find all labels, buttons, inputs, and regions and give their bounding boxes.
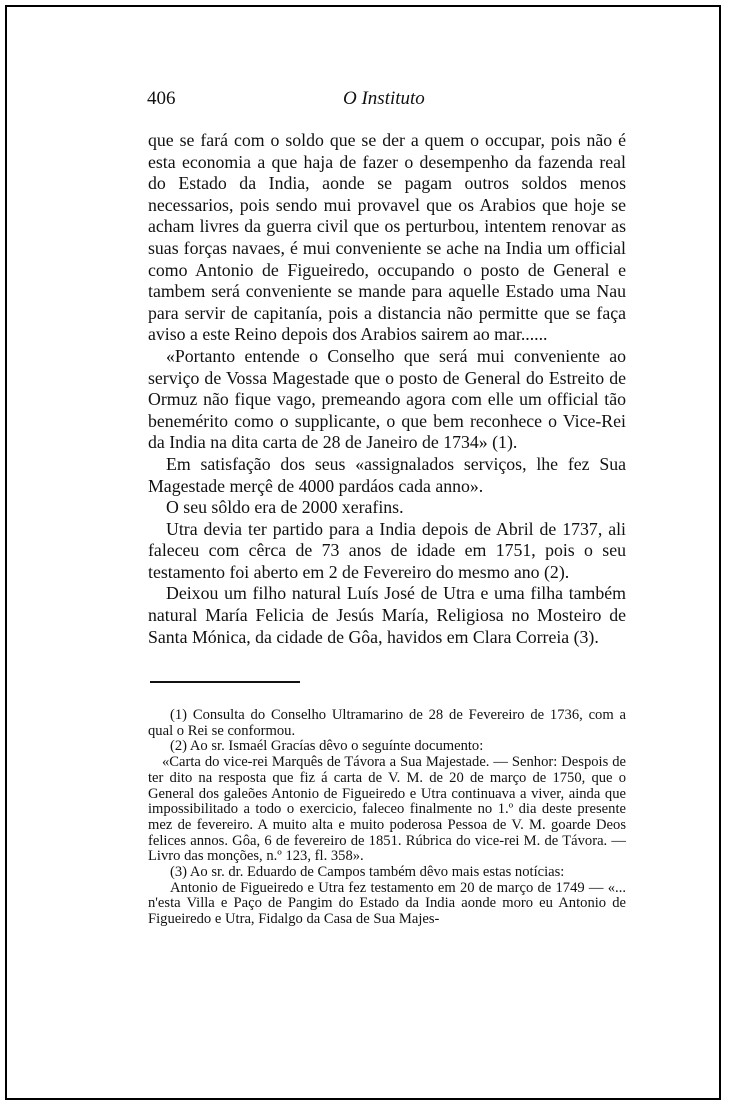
main-text <box>148 130 626 648</box>
footnote: (3) Ao sr. dr. Eduardo de Campos também dêvo mais estas notícias: <box>170 864 565 881</box>
paragraph: O seu sôldo era de 2000 xerafins. <box>166 497 404 518</box>
running-title: O Instituto <box>343 88 425 109</box>
page-number: 406 <box>147 88 176 109</box>
page-header <box>147 88 625 118</box>
paragraph: «Portanto entende o Conselho que será mui conveniente ao serviço de Vossa Magestade que o posto de General do Estreito de Ormuz não fique vago, premeando agora com elle um official tão benemérito como o supplicante, o que bem reconhece o Vice-Rei da India na dita carta de 28 de Janeiro de 1734» (1). <box>148 345 626 453</box>
footnote: (1) Consulta do Conselho Ultramarino de 28 de Fevereiro de 1736, com a qual o Rei se conformou. <box>148 707 626 739</box>
paragraph: Utra devia ter partido para a India depois de Abril de 1737, ali faleceu com cêrca de 73 anos de idade em 1751, pois o seu testamento foi aberto em 2 de Fevereiro do mesmo ano (2). <box>148 518 626 582</box>
paragraph: que se fará com o soldo que se der a quem o occupar, pois não é esta economia a que haja de fazer o desempenho da fazenda real do Estado da India, aonde se pagam outros soldos menos necessarios, pois sendo mui provavel que os Arabios que hoje se acham livres da guerra civil que os perturbou, intentem renovar as suas forças navaes, é mui conveniente se ache na India um official como Antonio de Figueiredo, occupando o posto de General e tambem será conveniente se mande para aquelle Estado uma Nau para servir de capitanía, pois a distancia não permitte que se faça aviso a este Reino depois dos Arabios sairem ao mar...... <box>148 130 626 345</box>
paragraph: Em satisfação dos seus «assignalados serviços, lhe fez Sua Magestade merçê de 4000 pardáos cada anno». <box>148 453 626 496</box>
footnote: (2) Ao sr. Ismaél Gracías dêvo o seguínte documento: <box>170 738 484 755</box>
footnote: Antonio de Figueiredo e Utra fez testamento em 20 de março de 1749 — «... n'esta Villa e Paço de Pangim do Estado da India aonde moro eu Antonio de Figueiredo e Utra, Fidalgo da Casa de Sua Majes- <box>148 879 626 928</box>
footnote-quote: «Carta do vice-rei Marquês de Távora a Sua Majestade. — Senhor: Despois de ter dito na resposta que fiz á carta de V. M. de 20 de março de 1750, que o General dos galeões Antonio de Figueiredo e Utra continuava a viver, ainda que impossibilitado a todo o exercicio, faleceo finalmente no 1.º dia deste presente mez de fevereiro. A muito alta e muito poderosa Pessoa de V. M. goarde Deos felices annos. Gôa, 6 de fevereiro de 1851. Rúbrica do vice-rei M. de Távora. — Livro das monções, n.º 123, fl. 358». <box>148 754 626 865</box>
paragraph: Deixou um filho natural Luís José de Utra e uma filha também natural María Felicia de Jesús María, Religiosa no Mosteiro de Santa Mónica, da cidade de Gôa, havidos em Clara Correia (3). <box>148 583 626 647</box>
footnote-divider <box>150 681 300 683</box>
footnotes <box>148 708 626 928</box>
